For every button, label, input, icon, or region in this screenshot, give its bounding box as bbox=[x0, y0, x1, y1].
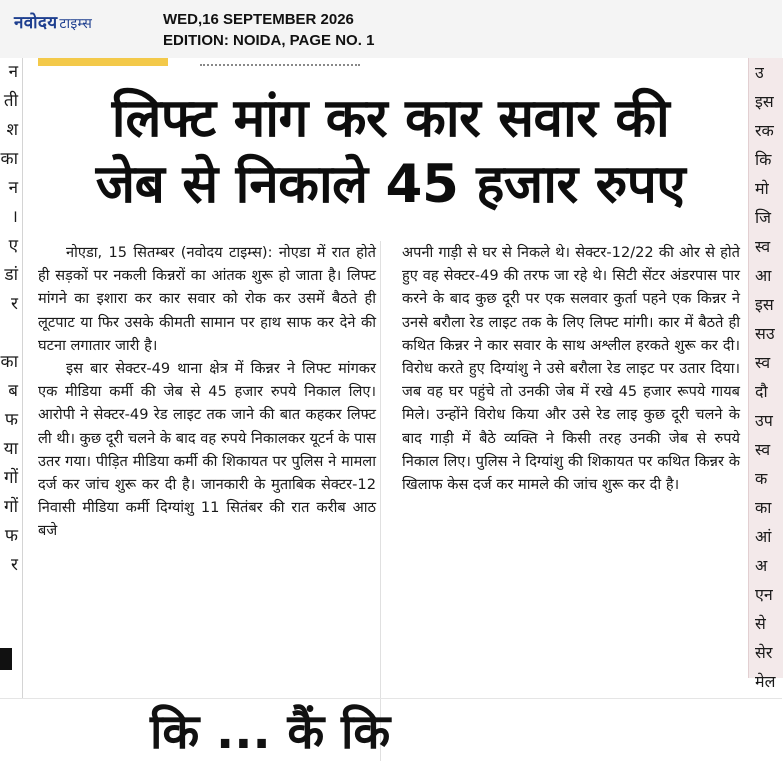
right-fragment: एन bbox=[755, 585, 773, 604]
left-fragment: न bbox=[8, 62, 18, 82]
right-fragment: इस bbox=[755, 92, 774, 111]
headline-line-2: जेब से निकाले 45 हजार रुपए bbox=[95, 154, 686, 215]
next-heading-text: कि ... कैं कि bbox=[150, 704, 391, 760]
paragraph: इस बार सेक्टर-49 थाना क्षेत्र में किन्नर ने लिफ्ट मांगकर एक मीडिया कर्मी की जेब से 45 हजार रुपये निकाल लिए। आरोपी ने सेक्टर-49 रेड लाइट तक जाने की बात कहकर लिफ्ट ली थी। कुछ दूरी चलने के बाद वह रुपये निकालकर यूटर्न के पास उतर गया। पीड़ित मीडिया कर्मी की शिकायत पर पुलिस ने मामला दर्ज कर जांच शुरू कर दी है। जानकारी के मुताबिक सेक्टर-12 निवासी मीडिया कर्मी दिग्यांशु 11 सितंबर की रात करीब आठ बजे bbox=[38, 360, 376, 540]
left-column-fragment bbox=[0, 58, 23, 698]
right-fragment: स्व bbox=[755, 440, 771, 459]
right-fragment: से bbox=[755, 614, 766, 633]
right-fragment: उ bbox=[755, 63, 764, 82]
right-fragment: आं bbox=[755, 527, 772, 546]
bottom-divider bbox=[0, 698, 782, 699]
tagline-dots bbox=[200, 58, 360, 66]
edition-line: EDITION: NOIDA, PAGE NO. 1 bbox=[163, 32, 375, 49]
right-fragment: जि bbox=[755, 208, 772, 227]
logo-main: नवोदय bbox=[14, 13, 58, 33]
top-bar bbox=[0, 0, 782, 59]
left-fragment: या bbox=[3, 439, 18, 459]
left-edge-mark bbox=[0, 648, 12, 670]
left-fragment: ब bbox=[8, 381, 18, 401]
paragraph: नोएडा, 15 सितम्बर (नवोदय टाइम्स): नोएडा में रात होते ही सड़कों पर नकली किन्नरों का आंतक शुरू हो जाता है। लिफ्ट मांगने का इशारा कर कार सवार को रोक कर उसमें बैठते ही लूटपाट या फिर उसके कीमती सामान पर हाथ साफ कर देने की घटना लगातार जारी है। bbox=[38, 244, 376, 354]
page-content bbox=[0, 58, 782, 760]
right-fragment: सेर bbox=[755, 643, 773, 662]
right-fragment: क bbox=[755, 469, 768, 488]
right-fragment: दौ bbox=[755, 382, 768, 401]
right-fragment: इस bbox=[755, 295, 774, 314]
left-fragment: गों bbox=[4, 468, 18, 488]
left-fragment: फ bbox=[4, 526, 18, 546]
left-fragment: का bbox=[0, 352, 18, 372]
article-column-1 bbox=[38, 241, 376, 543]
right-fragment: स्व bbox=[755, 237, 771, 256]
left-fragment: गों bbox=[4, 497, 18, 517]
edition-info bbox=[163, 9, 374, 51]
left-fragment: डां bbox=[4, 265, 18, 285]
left-fragment: ए bbox=[8, 236, 18, 256]
right-fragment: कि bbox=[755, 150, 772, 169]
tagline-highlight bbox=[38, 58, 168, 66]
right-fragment: मेल bbox=[755, 672, 776, 691]
right-column-fragment bbox=[748, 58, 783, 691]
newspaper-logo bbox=[14, 10, 92, 33]
next-article-heading bbox=[150, 704, 750, 760]
headline-line-1: लिफ्ट मांग कर कार सवार की bbox=[111, 88, 670, 149]
right-fragment: आ bbox=[755, 266, 772, 285]
right-fragment: अ bbox=[755, 556, 768, 575]
left-fragment: फ bbox=[4, 410, 18, 430]
right-fragment: उप bbox=[755, 411, 773, 430]
article-column-2 bbox=[402, 241, 740, 543]
logo-sub: टाइम्स bbox=[59, 16, 93, 32]
left-fragment: न bbox=[8, 178, 18, 198]
right-fragment: रक bbox=[755, 121, 774, 140]
right-fragment: का bbox=[755, 498, 772, 517]
left-fragment bbox=[0, 319, 22, 348]
article-headline bbox=[38, 86, 743, 218]
date-line: WED,16 SEPTEMBER 2026 bbox=[163, 11, 354, 28]
article-body bbox=[38, 241, 740, 543]
right-fragment: सउ bbox=[755, 324, 775, 343]
left-fragment: र bbox=[11, 294, 18, 314]
left-fragment: श bbox=[6, 120, 18, 140]
right-fragment: स्व bbox=[755, 353, 771, 372]
left-fragment: र bbox=[11, 555, 18, 575]
left-fragment: का bbox=[0, 149, 18, 169]
left-fragment: ती bbox=[3, 91, 18, 111]
right-fragment: मो bbox=[755, 179, 769, 198]
paragraph: अपनी गाड़ी से घर से निकले थे। सेक्टर-12/22 की ओर से होते हुए वह सेक्टर-49 की तरफ जा रहे थे। सिटी सेंटर अंडरपास पार करने के बाद कुछ दूरी पर एक सलवार कुर्ता पहने एक किन्नर ने उनसे बरौला रेड लाइट तक के लिए लिफ्ट मांगी। कार में बैठते ही कथित किन्नर ने कार सवार के साथ अश्लील हरकते शुरू कर दी। विरोध करते हुए दिग्यांशु ने उसे बरौला रेड लाइट पर उतार दिया। जब वह घर पहुंचे तो उनकी जेब में रखे 45 हजार रूपये गायब मिले। उन्होंने विरोध किया और उसे रेड लाइ कुछ दूरी चलने के बाद गाड़ी में बैठे व्यक्ति ने किसी तरह उनकी जेब से रुपये निकाल लिए। पुलिस ने दिग्यांशु की शिकायत पर कथित किन्नर के खिलाफ केस दर्ज कर मामले की जांच शुरू कर दी है। bbox=[402, 244, 740, 494]
left-fragment: । bbox=[11, 207, 18, 227]
